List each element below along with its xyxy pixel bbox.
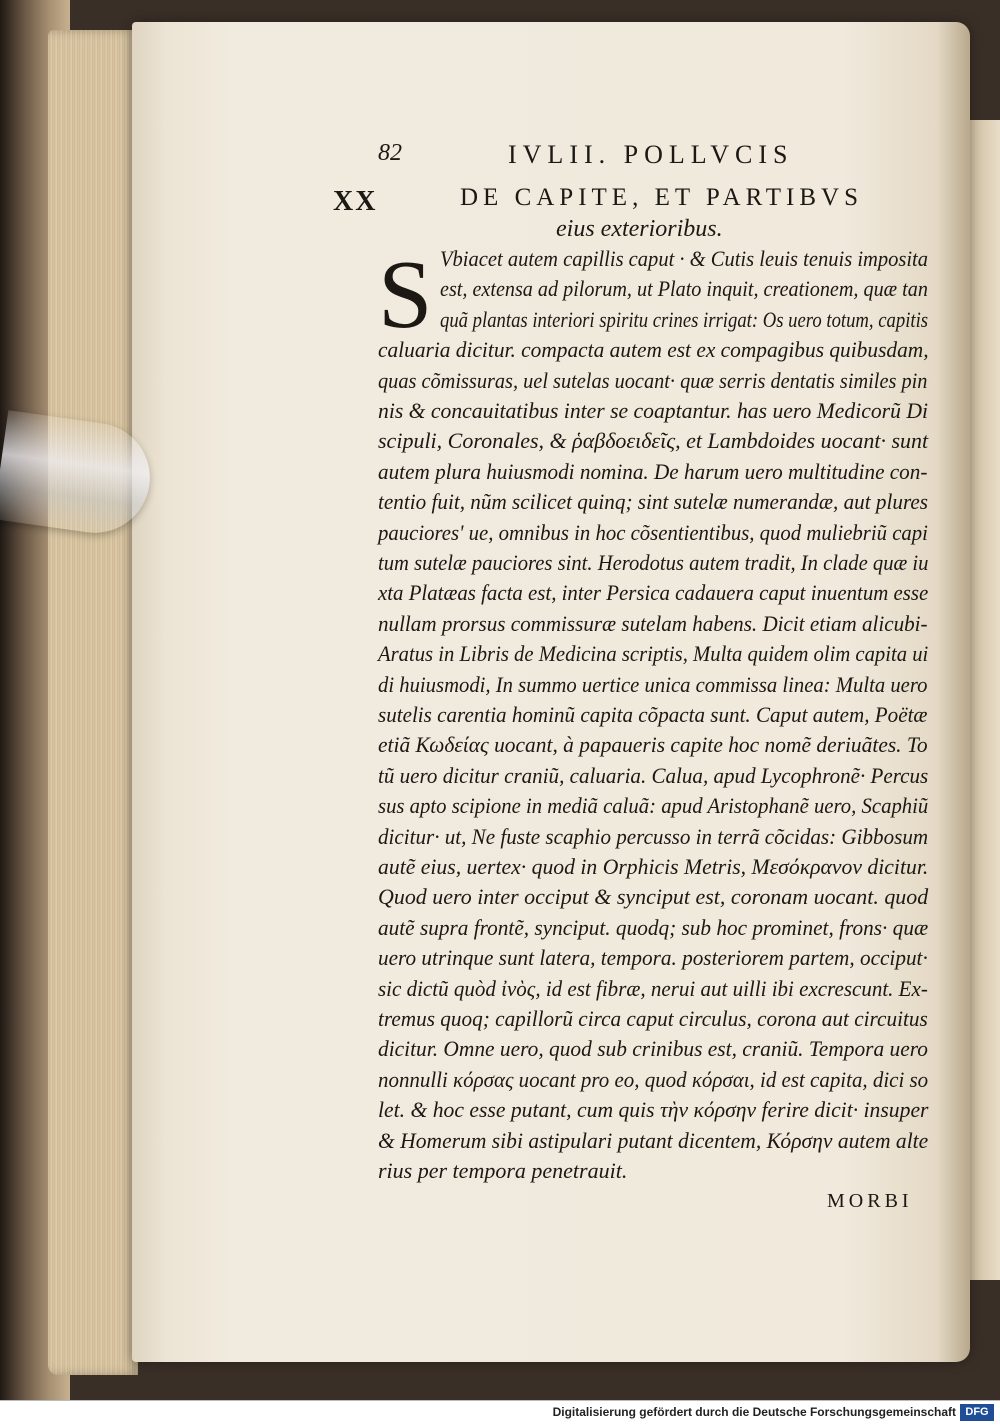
body-line: quas cõmissuras, uel sutelas uocant· quæ serris dentatis similes pin: [378, 367, 928, 393]
catchword: MORBI: [827, 1190, 913, 1212]
body-line: autẽ eius, uertex· quod in Orphicis Metris, Μεσόκρανον dicitur.: [378, 854, 929, 879]
body-line: autem plura huiusmodi nomina. De harum uero multitudine con-: [378, 458, 928, 484]
body-line: uero utrinque sunt latera, tempora. posteriorem partem, occiput·: [378, 945, 928, 971]
footer-credit: Digitalisierung gefördert durch die Deutsche Forschungsgemeinschaft: [552, 1405, 956, 1419]
chapter-number: XX: [333, 186, 378, 217]
body-line: sic dictũ quòd ἰνὸς, id est fibræ, nerui aut uilli ibi excrescunt. Ex-: [378, 975, 928, 1001]
body-line: & Homerum sibi astipulari putant dicentem, Κόρσην autem alte: [378, 1127, 929, 1153]
running-title: IVLII. POLLVCIS: [508, 140, 794, 169]
body-line: nullam prorsus commissuræ sutelam habens. Dicit etiam alicubi-: [378, 610, 928, 636]
body-line: nonnulli κόρσας uocant pro eo, quod κόρσαι, id est capita, dici so: [378, 1066, 929, 1092]
body-line: sutelis carentia hominũ capita cõpacta sunt. Caput autem, Poëtæ: [378, 702, 928, 727]
body-line: di huiusmodi, In summo uertice unica commissa linea: Multa uero: [378, 671, 928, 697]
body-line: tentio fuit, nũm scilicet quinq; sint sutelæ numerandæ, aut plures: [378, 489, 929, 515]
body-line: nis & concauitatibus inter se coaptantur. has uero Medicorũ Di: [378, 398, 928, 423]
body-line: etiã Κωδείας uocant, à papaueris capite hoc nomẽ deriuãtes. To: [378, 732, 928, 758]
body-line: sus apto scipione in mediã caluã: apud Aristophanẽ uero, Scaphiũ: [378, 793, 929, 819]
facing-page-edge: [968, 120, 1000, 1280]
body-line: caluaria dicitur. compacta autem est ex compagibus quibusdam,: [378, 337, 929, 363]
body-line: autẽ supra frontẽ, synciput. quodq; sub hoc prominet, frons· quæ: [378, 914, 929, 940]
chapter-title: DE CAPITE, ET PARTIBVS: [460, 184, 863, 211]
body-line: est, extensa ad pilorum, ut Plato inquit, creationem, quæ tan: [440, 276, 928, 302]
chapter-subtitle: eius exterioribus.: [556, 216, 723, 242]
body-line: Vbiacet autem capillis caput · & Cutis leuis tenuis imposita: [440, 246, 929, 271]
drop-cap: S: [378, 241, 433, 349]
body-line: pauciores' ue, omnibus in hoc cõsentientibus, quod muliebriũ capi: [378, 519, 928, 545]
page-edges-stack: [48, 30, 138, 1375]
dfg-logo: DFG: [960, 1404, 994, 1421]
body-line: let. & hoc esse putant, cum quis τὴν κόρσην ferire dicit· insuper: [378, 1097, 929, 1123]
body-line: tũ uero dicitur craniũ, caluaria. Calua, apud Lycophronẽ· Percus: [378, 762, 929, 788]
footer-bar: [0, 1400, 1000, 1425]
body-line: dicitur. Omne uero, quod sub crinibus est, craniũ. Tempora uero: [378, 1036, 929, 1062]
body-line: dicitur· ut, Ne fuste scaphio percusso in terrã cõcidas: Gibbosum: [378, 823, 929, 849]
page-number: 82: [378, 140, 402, 166]
body-line: scipuli, Coronales, & ῥαβδοειδεῖς, et Lambdoides uocant· sunt: [378, 428, 929, 454]
body-line: rius per tempora penetrauit.: [378, 1158, 628, 1183]
body-line: tum sutelæ pauciores sint. Herodotus autem tradit, In clade quæ iu: [378, 550, 929, 575]
body-line: tremus quoq; capillorũ circa caput circulus, corona aut circuitus: [378, 1006, 928, 1031]
body-line: quã plantas interiori spiritu crines irrigat: Os uero totum, capitis: [440, 306, 929, 332]
body-line: Aratus in Libris de Medicina scriptis, Multa quidem olim capita ui: [378, 641, 929, 667]
body-line: xta Platæas facta est, inter Persica cadauera caput inuentum esse: [378, 580, 929, 606]
running-head: [378, 140, 848, 174]
body-line: Quod uero inter occiput & synciput est, coronam uocant. quod: [378, 884, 929, 910]
